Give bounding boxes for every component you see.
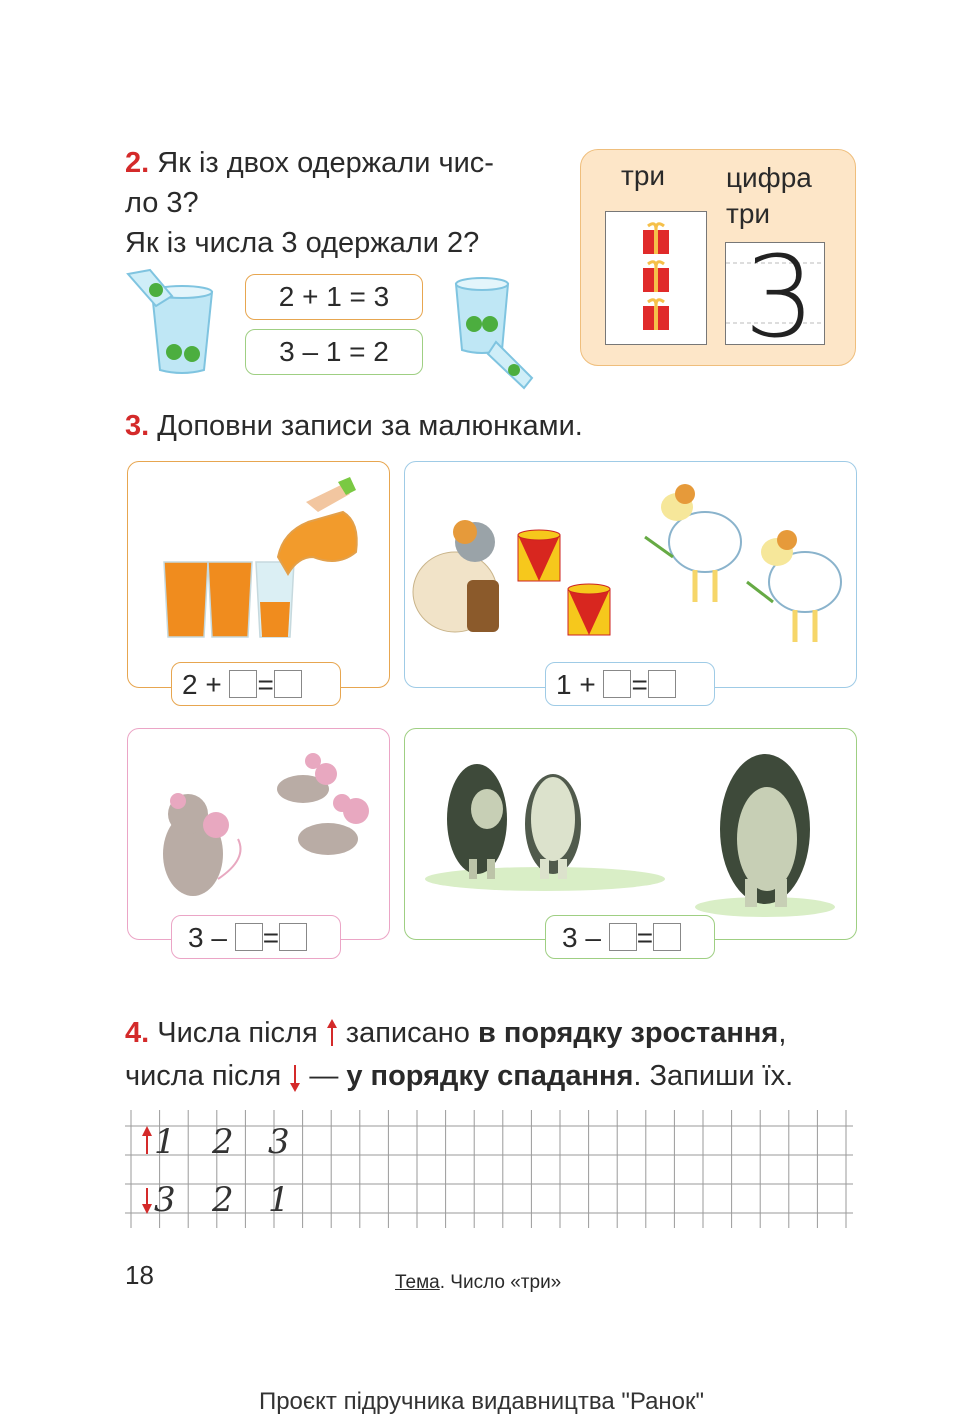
task2-line1: Як із двох одержали чис-	[157, 147, 494, 179]
juice-glasses-illustration	[128, 462, 389, 687]
drum-icon	[518, 530, 560, 581]
panel-rams-drums	[404, 461, 857, 688]
task4-bold2: у порядку спадання	[346, 1060, 634, 1092]
answer-box-8[interactable]	[653, 923, 681, 951]
task4-part4: . Запиши їх.	[633, 1060, 794, 1092]
gift-box-icons	[606, 212, 706, 344]
task4-part3: числа після	[125, 1060, 282, 1092]
hedgehogs-illustration	[405, 729, 856, 939]
panel-hedgehogs	[404, 728, 857, 940]
equation-box-mice	[171, 915, 341, 959]
digit-label	[726, 160, 812, 232]
topic-text: . Число «три»	[439, 1272, 562, 1293]
mouse-icon	[298, 794, 369, 855]
descending-digit-2: 2	[212, 1180, 234, 1220]
ram-icon	[747, 530, 841, 642]
number-three-info-box	[580, 149, 856, 366]
rams-drums-illustration	[405, 462, 856, 687]
task2-text	[125, 143, 565, 263]
task4-text	[125, 1012, 905, 1098]
mice-illustration	[128, 729, 389, 939]
arrow-down-icon	[289, 1063, 301, 1093]
task4-part1: Числа після	[157, 1017, 318, 1049]
equation-subtraction-box	[245, 329, 423, 375]
ascending-digit-3: 3	[268, 1122, 290, 1162]
equation-subtraction: 3 – 1 = 2	[279, 336, 389, 367]
eq-drums-prefix: 1 +	[556, 669, 596, 700]
word-label: три	[621, 160, 666, 191]
answer-box-3[interactable]	[603, 670, 631, 698]
task3-title	[125, 406, 583, 446]
task4-dash: —	[309, 1060, 339, 1092]
task3-text: Доповни записи за малюнками.	[157, 410, 583, 442]
mouse-icon	[277, 753, 337, 803]
gifts-card	[605, 211, 707, 345]
project-note: Проєкт підручника видавництва "Ранок"	[258, 1388, 705, 1415]
panel-juice-glasses	[127, 461, 390, 688]
hedgehog-icon	[720, 754, 810, 907]
equation-box-hedgehogs	[545, 915, 715, 959]
panel-mice	[127, 728, 390, 940]
task4-number: 4.	[125, 1017, 150, 1049]
answer-box-4[interactable]	[648, 670, 676, 698]
eq-mice-equals: =	[262, 922, 280, 953]
task2-line3: Як із числа 3 одержали 2?	[125, 227, 480, 259]
gift-icon	[643, 262, 669, 292]
arrow-up-icon	[326, 1018, 338, 1048]
ascending-digit-2: 2	[212, 1122, 234, 1162]
descending-digit-3: 1	[268, 1180, 290, 1220]
equation-box-juice	[171, 662, 341, 706]
mouse-icon	[163, 793, 241, 896]
writing-grid	[125, 1110, 853, 1228]
gift-icon	[643, 300, 669, 330]
task4-bold1: в порядку зростання	[477, 1017, 779, 1049]
eq-juice-prefix: 2 +	[182, 669, 222, 700]
task2-line2: ло 3?	[125, 187, 199, 219]
topic-label: Тема	[395, 1272, 440, 1293]
hedgehog-icon	[525, 774, 581, 879]
equation-box-drums	[545, 662, 715, 706]
answer-box-2[interactable]	[274, 670, 302, 698]
task4-part2: записано	[345, 1017, 470, 1049]
task3-number: 3.	[125, 410, 150, 442]
descending-digit-1: 3	[154, 1180, 176, 1220]
glass-with-peas-illustration	[120, 262, 220, 377]
digit-label-line1: цифра	[726, 162, 812, 193]
eq-drums-equals: =	[631, 669, 648, 700]
digit-label-line2: три	[726, 198, 771, 229]
answer-box-5[interactable]	[235, 923, 263, 951]
eq-hedgehogs-equals: =	[636, 922, 654, 953]
page-number: 18	[125, 1260, 154, 1290]
gift-icon	[643, 224, 669, 254]
answer-box-7[interactable]	[609, 923, 637, 951]
ascending-digit-1: 1	[154, 1122, 176, 1162]
answer-box-1[interactable]	[229, 670, 257, 698]
hedgehog-icon	[447, 764, 507, 879]
equation-addition-box	[245, 274, 423, 320]
eq-hedgehogs-prefix: 3 –	[562, 922, 601, 953]
ram-icon	[645, 484, 741, 602]
equation-addition: 2 + 1 = 3	[278, 281, 390, 312]
digit-card	[725, 233, 825, 363]
task4-comma: ,	[778, 1017, 787, 1049]
digit-three: 3	[744, 233, 816, 363]
eq-mice-prefix: 3 –	[188, 922, 227, 953]
eq-juice-equals: =	[257, 669, 274, 700]
answer-box-6[interactable]	[279, 923, 307, 951]
task2-number: 2.	[125, 147, 150, 179]
drum-icon	[568, 584, 610, 635]
topic-line	[395, 1272, 561, 1294]
glass-pouring-illustration	[448, 272, 543, 392]
